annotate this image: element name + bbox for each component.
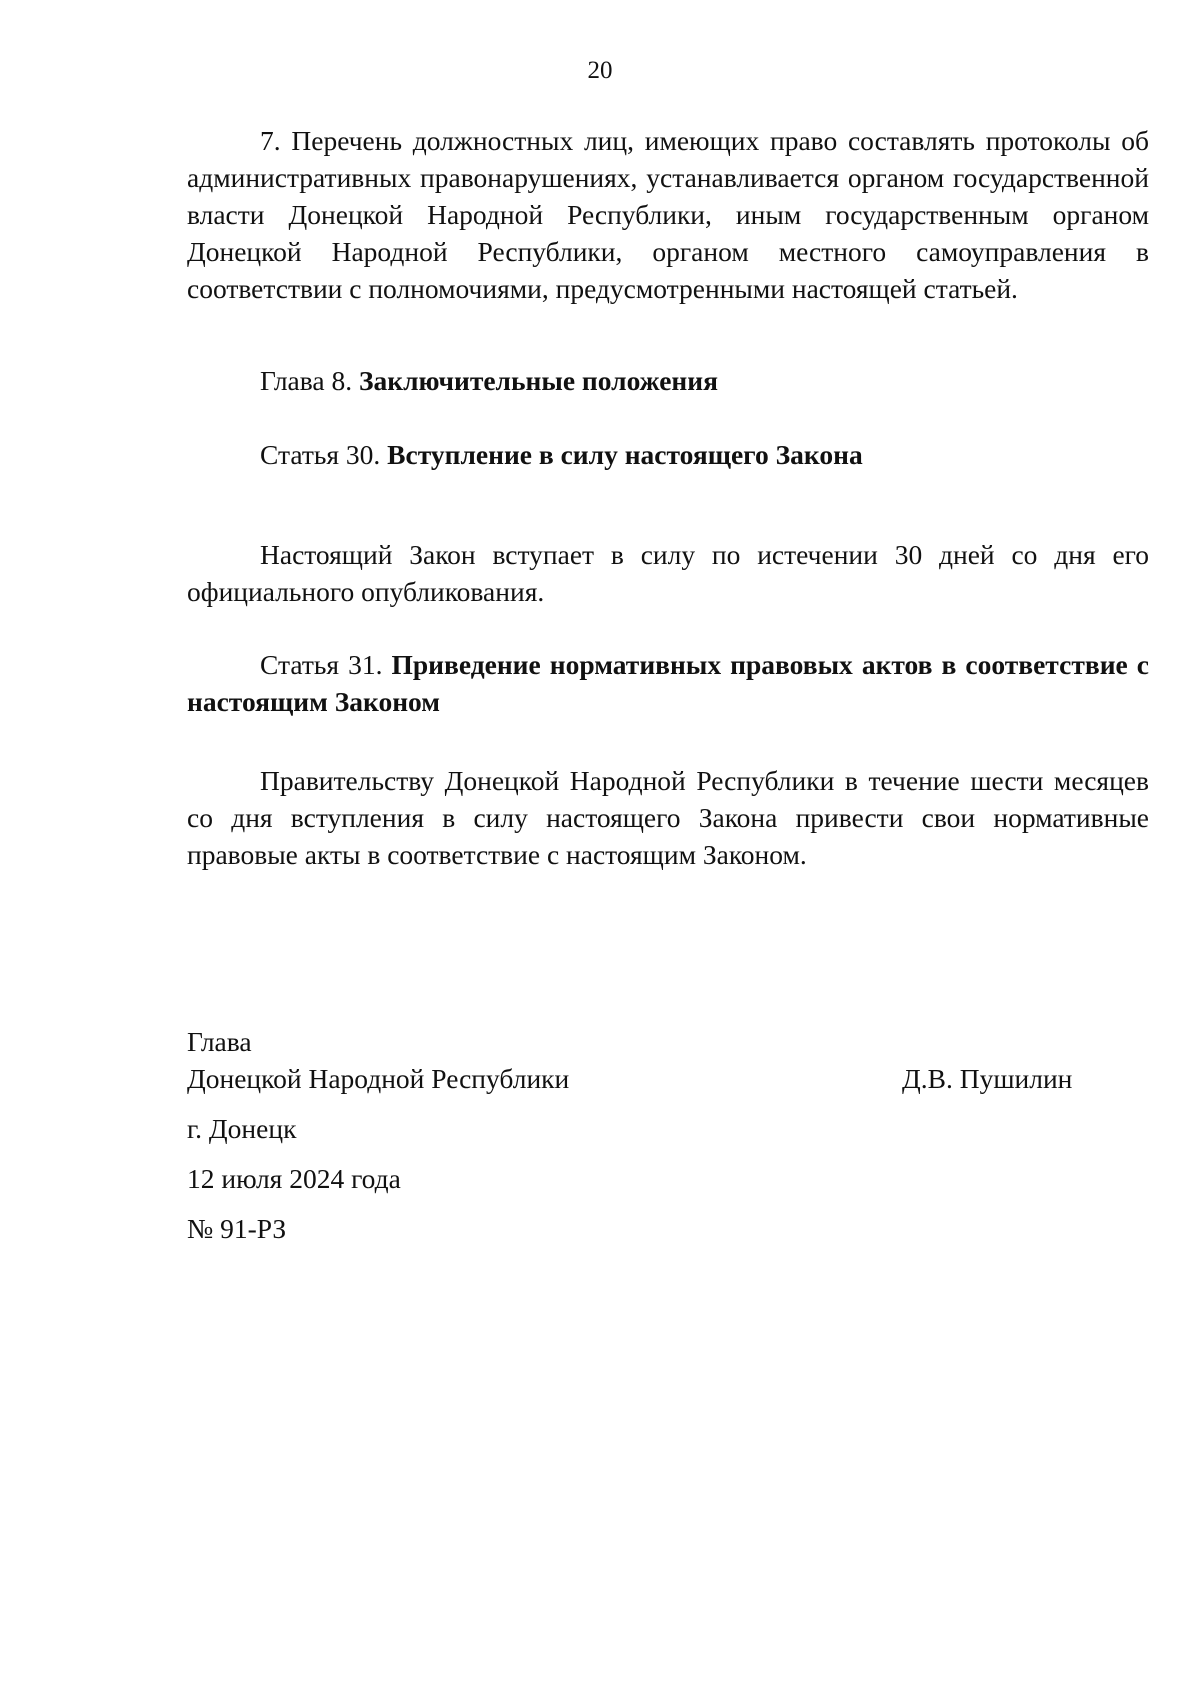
article-30-heading <box>187 436 1149 473</box>
signature-title-line1: Глава <box>187 1026 252 1057</box>
article-31-body <box>187 762 1149 873</box>
signature-date: 12 июля 2024 года <box>187 1163 401 1194</box>
chapter-8-prefix: Глава 8. <box>260 365 359 396</box>
paragraph-7 <box>187 122 1149 307</box>
chapter-8-title: Заключительные положения <box>358 365 718 396</box>
signatory-name: Д.В. Пушилин <box>902 1063 1073 1094</box>
chapter-8-heading <box>187 362 1149 399</box>
law-number: № 91-РЗ <box>187 1213 287 1244</box>
page-number: 20 <box>587 57 613 84</box>
article-30-title: Вступление в силу настоящего Закона <box>387 439 863 470</box>
article-30-prefix: Статья 30. <box>260 439 388 470</box>
paragraph-7-text: 7. Перечень должностных лиц, имеющих право составлять протоколы об административных правонарушениях, устанавливается органом государственной власти Донецкой Народной Республики, иным государственным органом Донецкой Народной Республики, органом местного самоуправления в соответствии с полномочиями, предусмотренными настоящей статьей. <box>187 125 1149 304</box>
article-30-text: Настоящий Закон вступает в силу по истечении 30 дней со дня его официального опубликования. <box>187 539 1149 607</box>
signature-title-line2: Донецкой Народной Республики <box>187 1063 570 1094</box>
article-31-title: Приведение нормативных правовых актов в соответствие с настоящим Законом <box>187 649 1149 717</box>
article-30-body <box>187 536 1149 610</box>
article-31-prefix: Статья 31. <box>260 649 392 680</box>
article-31-text: Правительству Донецкой Народной Республики в течение шести месяцев со дня вступления в силу настоящего Закона привести свои нормативные правовые акты в соответствие с настоящим Законом. <box>187 765 1149 870</box>
article-31-heading <box>187 646 1149 720</box>
signature-city: г. Донецк <box>187 1113 297 1144</box>
